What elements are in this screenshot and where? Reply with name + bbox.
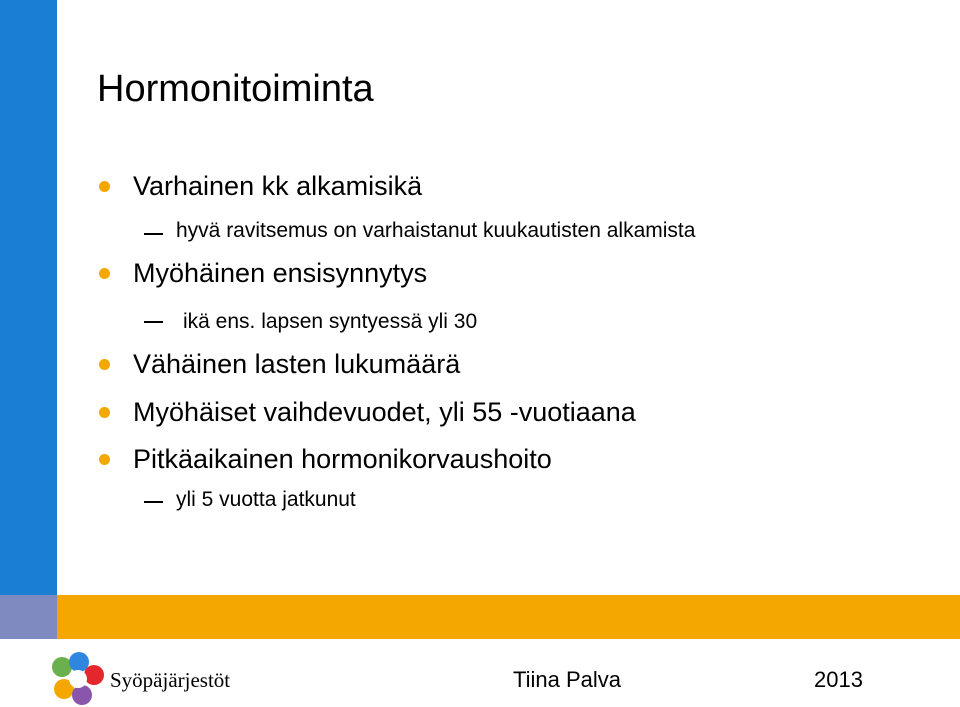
footer-year: 2013 [814, 667, 863, 692]
dash-icon [144, 321, 163, 323]
dash-icon [144, 501, 163, 503]
bullet-icon [99, 181, 110, 192]
left-accent-bar-bottom [0, 595, 57, 639]
dash-icon [144, 233, 163, 235]
footer-author: Tiina Palva [513, 667, 622, 692]
sub-bullet-item: hyvä ravitsemus on varhaistanut kuukautisten alkamista [176, 219, 696, 242]
bottom-accent-band [57, 595, 960, 639]
bullet-item: Pitkäaikainen hormonikorvaushoito [133, 444, 552, 474]
bullet-icon [99, 359, 110, 370]
organization-logo-text: Syöpäjärjestöt [110, 668, 231, 692]
bullet-icon [99, 268, 110, 279]
bullet-icon [99, 454, 110, 465]
sub-bullet-item: ikä ens. lapsen syntyessä yli 30 [183, 310, 478, 333]
organization-logo-icon [48, 651, 108, 707]
bullet-item: Varhainen kk alkamisikä [133, 171, 423, 201]
bullet-icon [99, 407, 110, 418]
left-accent-bar [0, 0, 57, 595]
bullet-item: Vähäinen lasten lukumäärä [133, 349, 461, 379]
bullet-item: Myöhäinen ensisynnytys [133, 258, 428, 288]
slide-title: Hormonitoiminta [97, 68, 374, 110]
bullet-item: Myöhäiset vaihdevuodet, yli 55 -vuotiaana [133, 397, 636, 427]
sub-bullet-item: yli 5 vuotta jatkunut [176, 488, 356, 511]
